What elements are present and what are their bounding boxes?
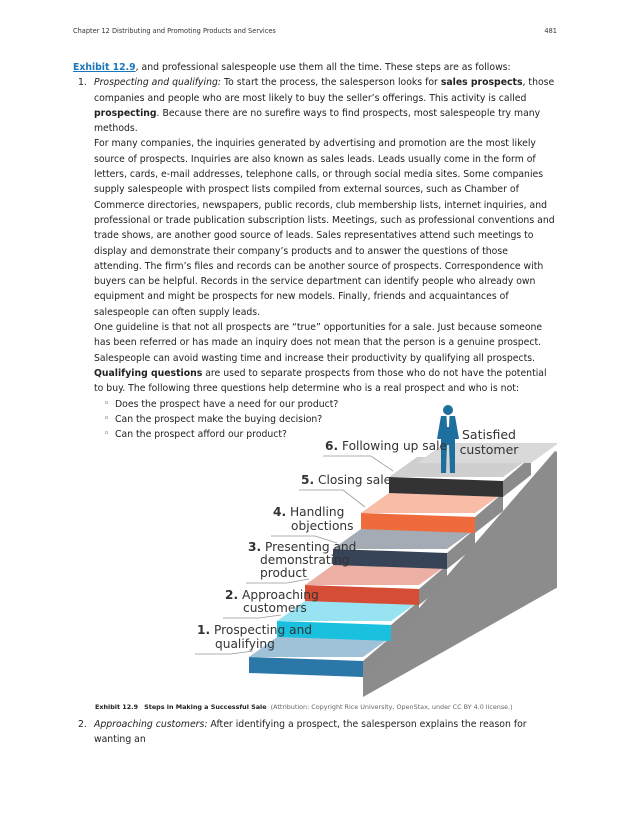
exhibit-link[interactable]: Exhibit 12.9 [73,62,136,73]
staircase-diagram [73,405,557,697]
step1-paragraph-2: For many companies, the inquiries generated by advertising and promotion are the most likely source of prospects. Inquiries are also known as sales leads. Leads usually come in the form of letters, cards, e-mail addresses, telephone calls, or through social media sites. Some companies supply salespeople with prospect lists compiled from external sources, such as Chamber of Commerce directories, newspapers, public records, club membership lists, internet inquiries, and professional or trade publication subscription lists. Meetings, such as professional conventions and trade shows, are another good source of leads. Sales representatives attend such meetings to display and demonstrate their company’s products and to answer the questions of those attending. The firm’s files and records can be another source of prospects. Correspondence with buyers can be helpful. Records in the service department can identify people who already own equipment and might be prospects for new models. Finally, friends and acquaintances of salespeople can often supply leads. [94,138,555,318]
step2-title: Approaching customers: [94,719,208,730]
leader-line [195,651,253,654]
leader-line [223,615,281,618]
step1-p3-text-a: One guideline is that not all prospects are “true” opportunities for a sale. Just because someone has been referred or has made an inquiry does not mean that the person is a genuine prospect. Salespeople can avoid wasting time and increase their productivity by qualifying all prospects. [94,322,543,364]
term-qualifying-questions: Qualifying questions [94,367,203,379]
intro-text: , and professional salespeople use them all the time. These steps are as follows: [135,62,511,73]
chapter-title: Chapter 12 Distributing and Promoting Products and Services [73,27,276,35]
figure-caption [95,703,513,711]
step-label-4: 4. Handling objections [273,505,354,533]
top-label-line-2: customer [459,442,519,457]
step-label-3: 3. Presenting and demonstrating product [248,540,357,580]
step1-p3-text-b: are used to separate prospects from those who do not have the potential to buy. The following three questions help determine who is a real prospect and who is not: [94,367,547,395]
term-prospecting: prospecting [94,107,157,119]
step-label-6: 6. Following up sale [325,439,447,453]
list-item: ◦ Does the prospect have a need for our product? [94,397,557,412]
step2-paragraph [73,717,557,748]
step-number: 1. [78,77,87,89]
intro-paragraph [73,60,557,75]
step1-title: Prospecting and qualifying: [94,77,222,89]
step1-paragraph-3 [94,320,557,396]
step-label-1: 1. Prospecting and qualifying [197,623,313,651]
caption-attribution: (Attribution: Copyright Rice University, OpenStax, under CC BY 4.0 license.) [270,703,513,711]
leader-line [323,456,393,471]
staircase-figure [73,405,557,697]
body-text [73,60,557,442]
steps-list [73,75,557,442]
list-item: ◦ Can the prospect afford our product? [94,427,557,442]
caption-title: Steps in Making a Successful Sale [144,703,267,711]
top-label-line-1: Satisfied [462,427,516,442]
list-item-step-2 [73,717,557,748]
step1-text-a: To start the process, the salesperson looks for [221,77,441,89]
list-item: ◦ Can the prospect make the buying decision? [94,412,557,427]
step-label-2: 2. Approaching customers [225,588,319,615]
step2-text: After identifying a prospect, the salesperson explains the reason for wanting an [94,719,527,746]
step-number: 2. [78,719,87,730]
step-label-5: 5. Closing sale [301,473,392,487]
step1-text-c: . Because there are no surefire ways to find prospects, most salespeople try many methods. [94,107,541,135]
step1-paragraph-1 [94,75,557,136]
stair-step-5 [361,493,503,533]
term-sales-prospects: sales prospects [440,77,523,89]
list-item-step-1 [73,75,557,442]
page-number: 481 [544,27,557,35]
step1-text-b: , those companies and people who are most likely to buy the seller’s offerings. This activity is called [94,77,555,104]
running-header [73,27,557,35]
stair-step-3 [305,565,447,605]
caption-label: Exhibit 12.9 [95,703,139,711]
